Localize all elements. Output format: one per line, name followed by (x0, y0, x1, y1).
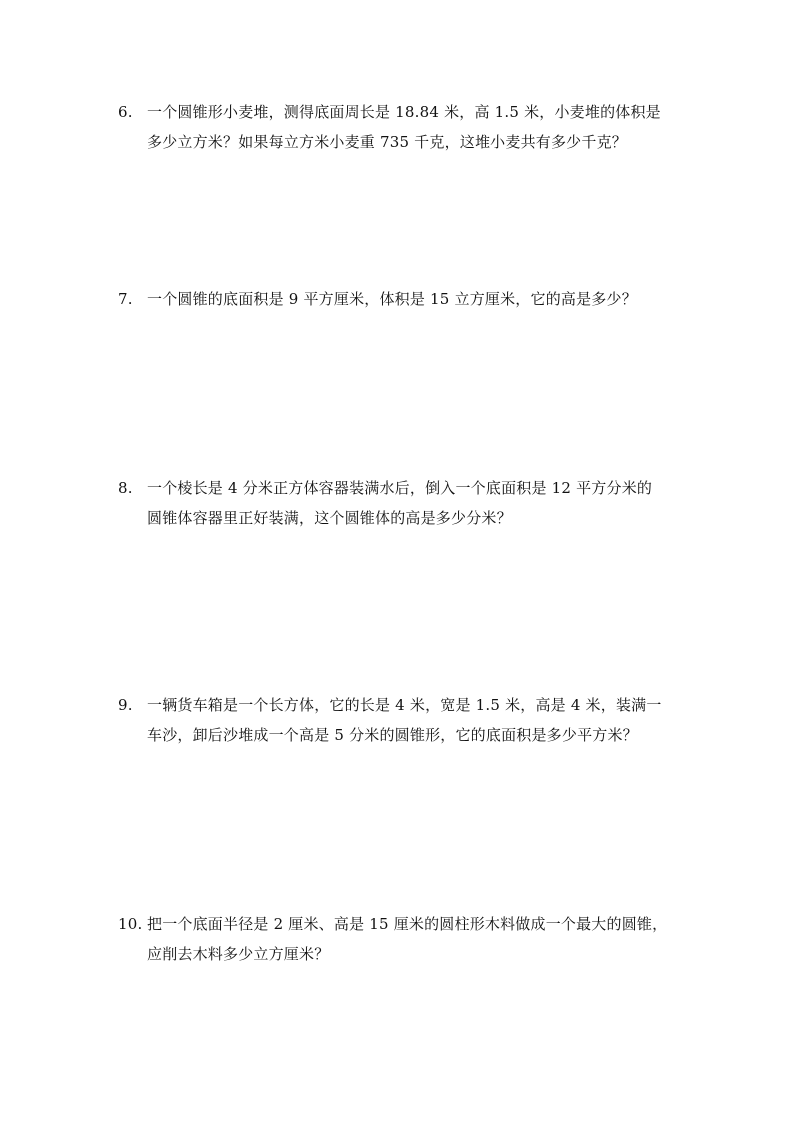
problem-line (118, 284, 698, 314)
problem-10 (118, 909, 698, 969)
problem-7 (118, 284, 698, 314)
problem-line: 多少立方米？如果每立方米小麦重 735 千克，这堆小麦共有多少千克？ (147, 133, 627, 151)
problem-line: 车沙，卸后沙堆成一个高是 5 分米的圆锥形，它的底面积是多少平方米？ (147, 726, 638, 744)
problem-6 (118, 97, 698, 157)
problem-line (118, 690, 698, 720)
problem-8 (118, 473, 698, 533)
problem-line: 应削去木料多少立方厘米？ (147, 945, 330, 963)
problem-number: 6. (118, 103, 133, 121)
problem-number: 10. (118, 915, 143, 933)
problem-line: 圆锥体容器里正好装满，这个圆锥体的高是多少分米？ (147, 509, 512, 527)
problem-text: 一个棱长是 4 分米正方体容器装满水后，倒入一个底面积是 12 平方分米的 (147, 479, 653, 497)
problem-text: 一个圆锥的底面积是 9 平方厘米，体积是 15 立方厘米，它的高是多少？ (147, 290, 637, 308)
problem-line (118, 473, 698, 503)
problem-text: 一辆货车箱是一个长方体，它的长是 4 米，宽是 1.5 米，高是 4 米，装满一 (147, 696, 662, 714)
problem-9 (118, 690, 698, 750)
problem-text: 把一个底面半径是 2 厘米、高是 15 厘米的圆柱形木料做成一个最大的圆锥， (147, 915, 668, 933)
problem-number: 7. (118, 290, 133, 308)
problem-number: 9. (118, 696, 133, 714)
problem-text: 一个圆锥形小麦堆，测得底面周长是 18.84 米，高 1.5 米，小麦堆的体积是 (147, 103, 661, 121)
problem-number: 8. (118, 479, 133, 497)
problem-line (118, 97, 698, 127)
problem-line (118, 909, 698, 939)
